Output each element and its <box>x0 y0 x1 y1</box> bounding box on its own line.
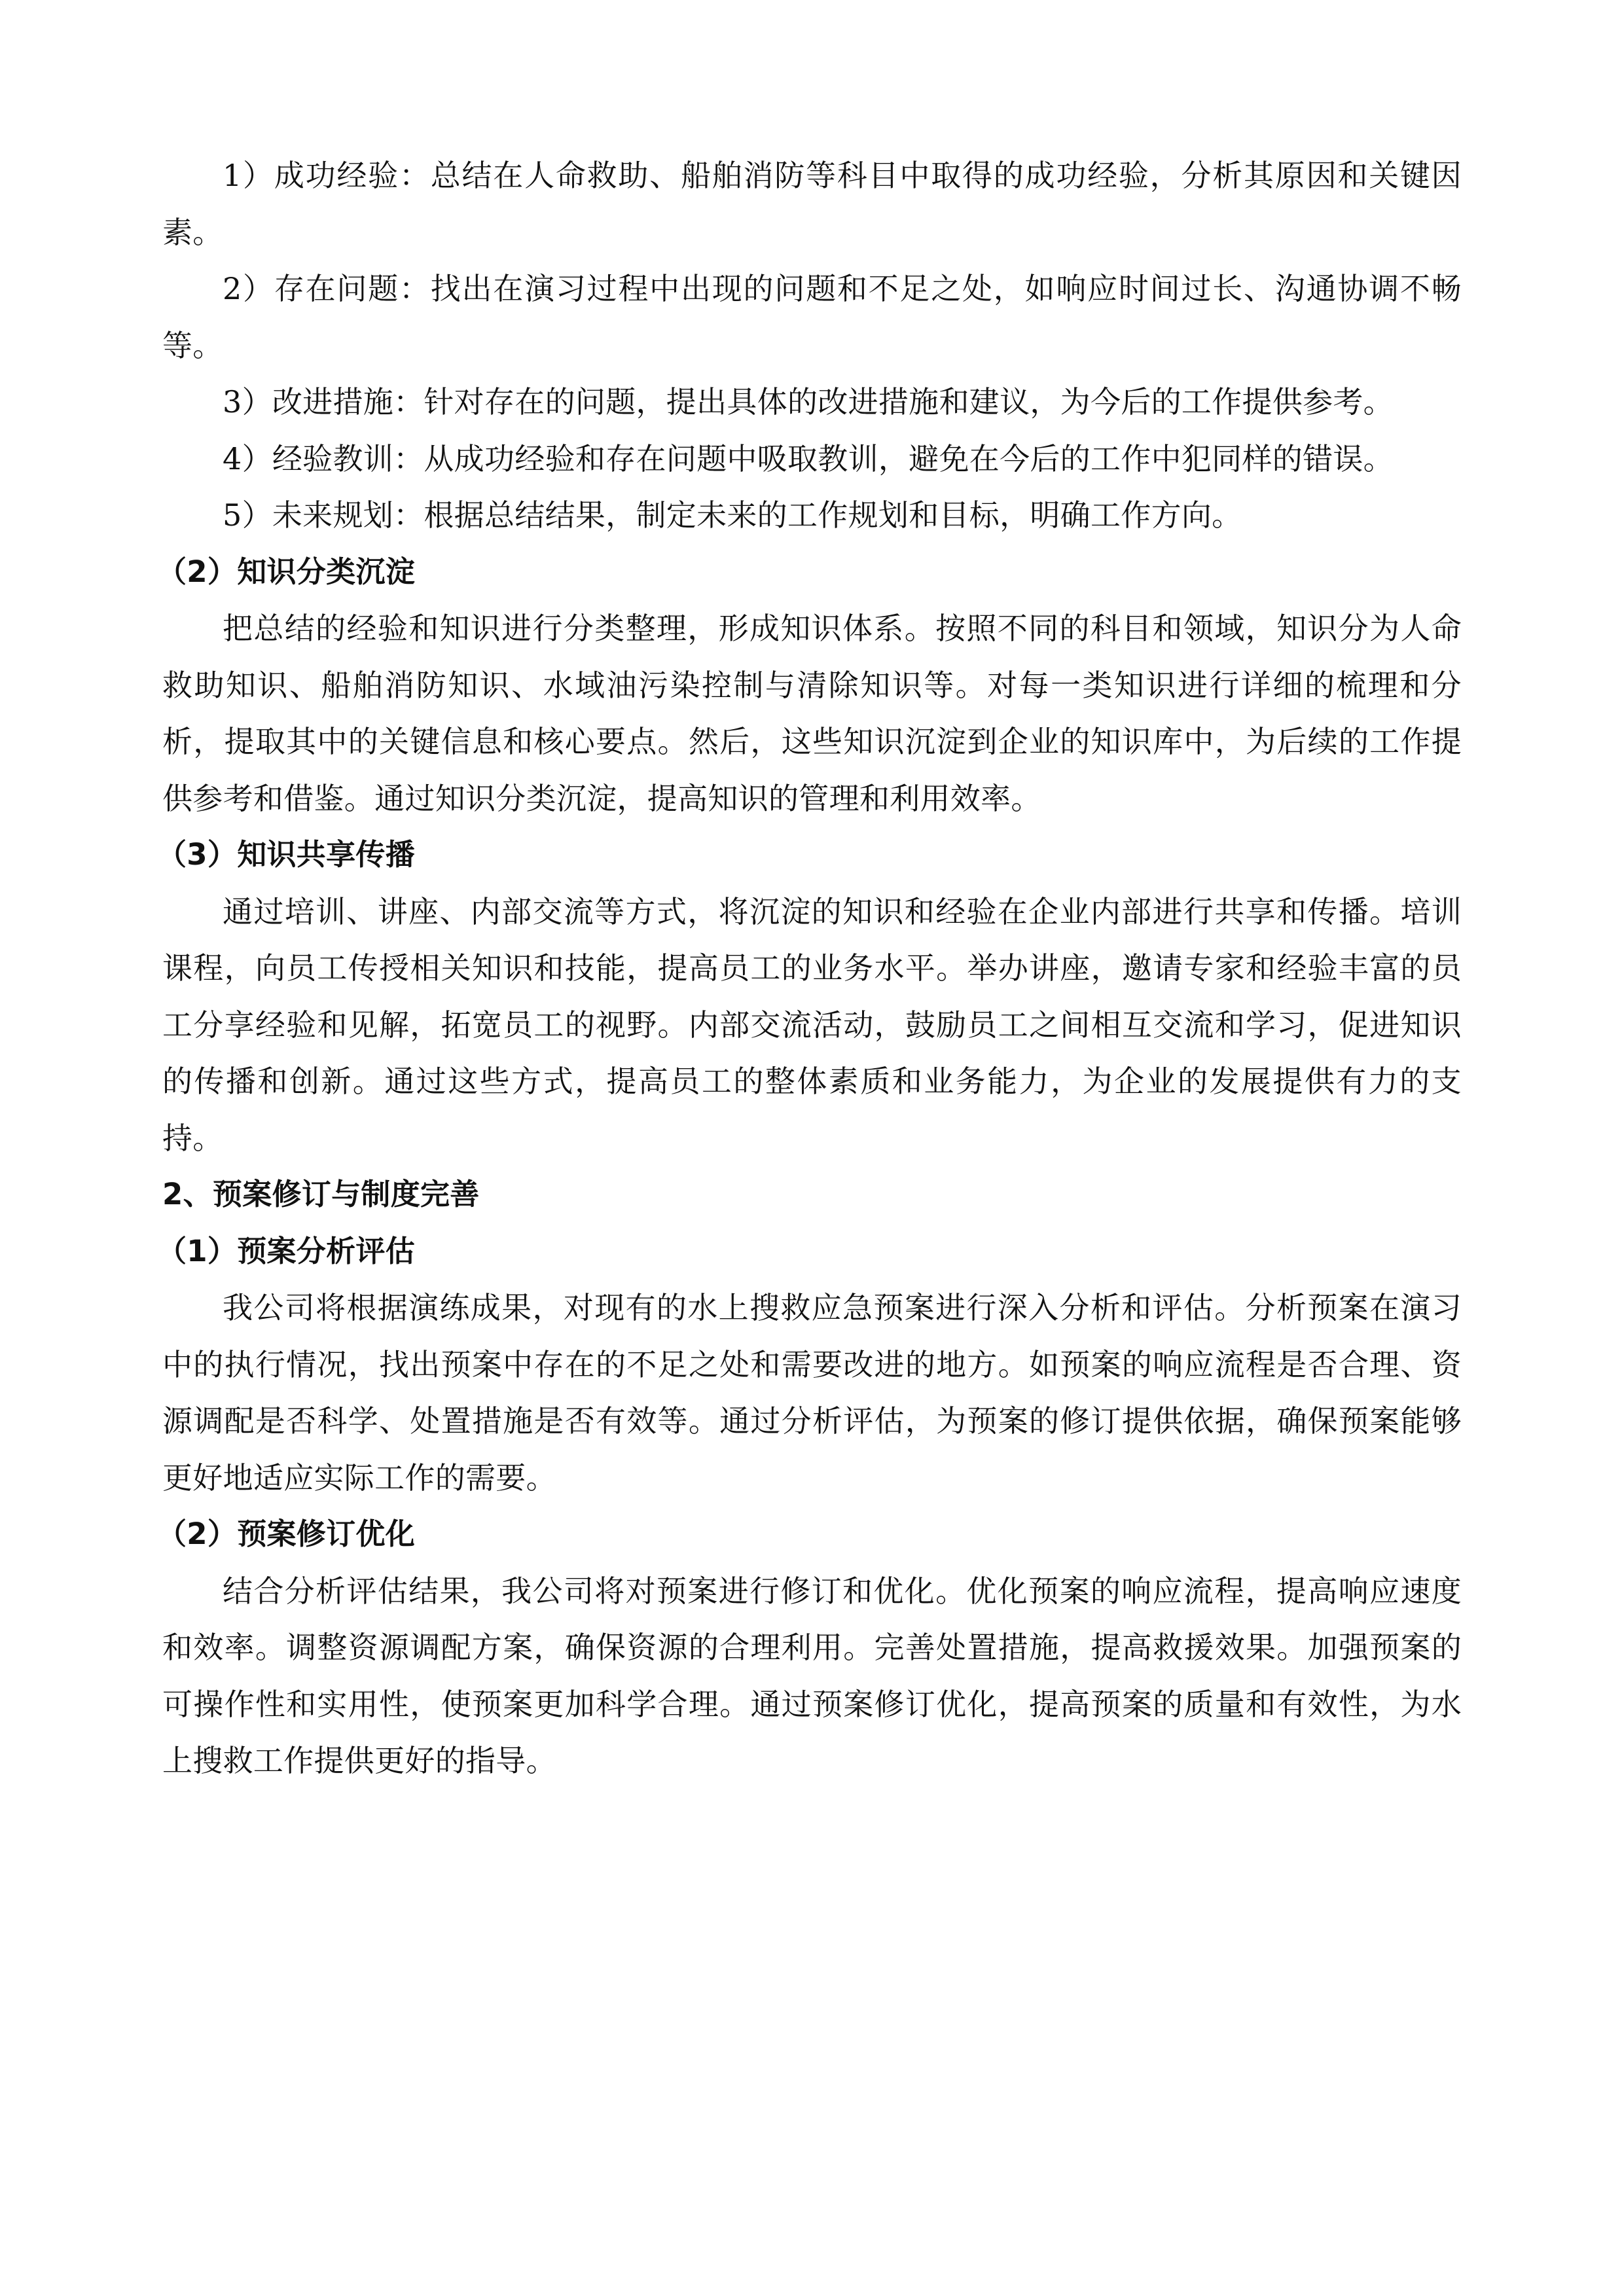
heading-knowledge-sharing: （3）知识共享传播 <box>157 837 416 872</box>
paragraph-lessons-learned: 4）经验教训：从成功经验和存在问题中吸取教训，避免在今后的工作中犯同样的错误。 <box>223 440 1394 476</box>
paragraph-knowledge-sharing: 通过培训、讲座、内部交流等方式，将沉淀的知识和经验在企业内部进行共享和传播。培训课程，向员工传授相关知识和技能，提高员工的业务水平。举办讲座，邀请专家和经验丰富的员工分享经验和见解，拓宽员工的视野。内部交流活动，鼓励员工之间相互交流和学习，促进知识的传播和创新。通过这些方式，提高员工的整体素质和业务能力，为企业的发展提供有力的支持。 <box>162 893 1462 1156</box>
paragraph-plan-analysis: 我公司将根据演练成果，对现有的水上搜救应急预案进行深入分析和评估。分析预案在演习中的执行情况，找出预案中存在的不足之处和需要改进的地方。如预案的响应流程是否合理、资源调配是否科学、处置措施是否有效等。通过分析评估，为预案的修订提供依据，确保预案能够更好地适应实际工作的需要。 <box>162 1290 1462 1496</box>
heading-plan-analysis: （1）预案分析评估 <box>157 1233 416 1268</box>
paragraph-success-experience: 1）成功经验：总结在人命救助、船舶消防等科目中取得的成功经验，分析其原因和关键因素。 <box>162 158 1462 250</box>
paragraph-improvement-measures: 3）改进措施：针对存在的问题，提出具体的改进措施和建议，为今后的工作提供参考。 <box>223 384 1394 420</box>
heading-plan-revision-section: 2、预案修订与制度完善 <box>162 1177 480 1211</box>
heading-plan-optimization: （2）预案修订优化 <box>157 1516 416 1551</box>
paragraph-future-planning: 5）未来规划：根据总结结果，制定未来的工作规划和目标，明确工作方向。 <box>223 497 1242 533</box>
paragraph-plan-optimization: 结合分析评估结果，我公司将对预案进行修订和优化。优化预案的响应流程，提高响应速度和效率。调整资源调配方案，确保资源的合理利用。完善处置措施，提高救援效果。加强预案的可操作性和实用性，使预案更加科学合理。通过预案修订优化，提高预案的质量和有效性，为水上搜救工作提供更好的指导。 <box>162 1573 1462 1778</box>
document-body <box>157 147 1462 1789</box>
paragraph-knowledge-classification: 把总结的经验和知识进行分类整理，形成知识体系。按照不同的科目和领域，知识分为人命救助知识、船舶消防知识、水域油污染控制与清除知识等。对每一类知识进行详细的梳理和分析，提取其中的关键信息和核心要点。然后，这些知识沉淀到企业的知识库中，为后续的工作提供参考和借鉴。通过知识分类沉淀，提高知识的管理和利用效率。 <box>162 611 1462 816</box>
paragraph-existing-problems: 2）存在问题：找出在演习过程中出现的问题和不足之处，如响应时间过长、沟通协调不畅等。 <box>162 271 1462 363</box>
heading-knowledge-classification: （2）知识分类沉淀 <box>157 554 416 589</box>
